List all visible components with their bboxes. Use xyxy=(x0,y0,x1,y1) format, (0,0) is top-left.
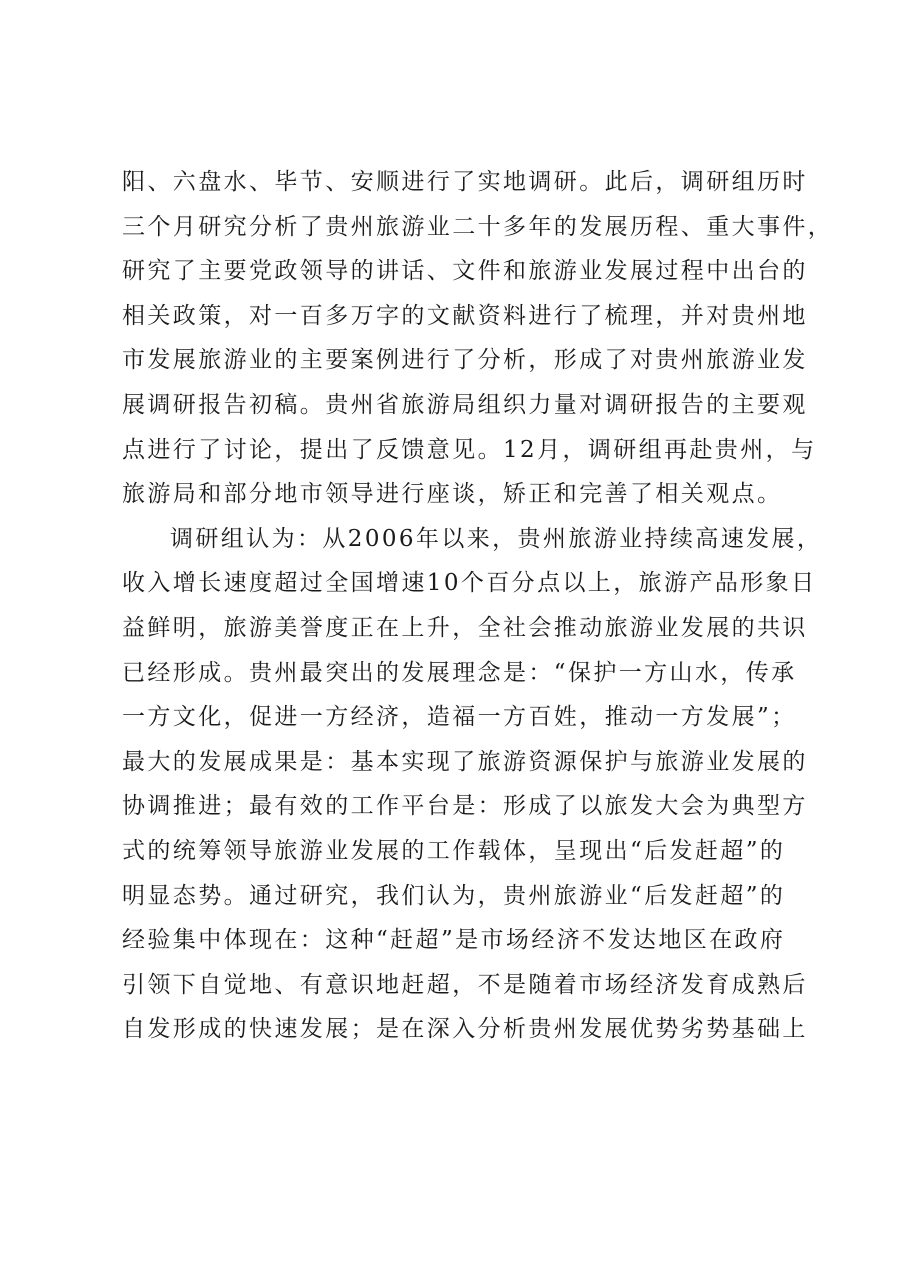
text-line: 研究了主要党政领导的讲话、文件和旅游业发展过程中出台的 xyxy=(122,258,808,285)
text-line: 明显态势。通过研究，我们认为，贵州旅游业“后发赶超”的 xyxy=(122,882,786,909)
text-line: 已经形成。贵州最突出的发展理念是：“保护一方山水，传承 xyxy=(122,659,797,686)
text-line: 式的统筹领导旅游业发展的工作载体，呈现出“后发赶超”的 xyxy=(122,837,786,864)
text-line: 协调推进；最有效的工作平台是：形成了以旅发大会为典型方 xyxy=(122,793,808,820)
text-line: 最大的发展成果是：基本实现了旅游资源保护与旅游业发展的 xyxy=(122,748,808,775)
text-line: 经验集中体现在：这种“赶超”是市场经济不发达地区在政府 xyxy=(122,927,786,954)
body-text xyxy=(122,160,834,1052)
text-line: 市发展旅游业的主要案例进行了分析，形成了对贵州旅游业发 xyxy=(122,347,808,374)
text-line: 展调研报告初稿。贵州省旅游局组织力量对调研报告的主要观 xyxy=(122,391,808,418)
text-line: 自发形成的快速发展；是在深入分析贵州发展优势劣势基础上 xyxy=(122,1016,808,1043)
text-line: 点进行了讨论，提出了反馈意见。12月，调研组再赴贵州，与 xyxy=(122,436,817,463)
paragraph-first-line: 调研组认为：从2006年以来，贵州旅游业持续高速发展， xyxy=(170,525,823,552)
text-line: 相关政策，对一百多万字的文献资料进行了梳理，并对贵州地 xyxy=(122,302,808,329)
text-line: 一方文化，促进一方经济，造福一方百姓，推动一方发展”； xyxy=(122,704,797,731)
text-line: 三个月研究分析了贵州旅游业二十多年的发展历程、重大事件， xyxy=(122,213,834,240)
text-line: 旅游局和部分地市领导进行座谈，矫正和完善了相关观点。 xyxy=(122,481,783,508)
text-line: 阳、六盘水、毕节、安顺进行了实地调研。此后，调研组历时 xyxy=(122,169,808,195)
text-line: 收入增长速度超过全国增速10个百分点以上，旅游产品形象日 xyxy=(122,570,817,597)
text-line: 益鲜明，旅游美誉度正在上升，全社会推动旅游业发展的共识 xyxy=(122,614,808,641)
text-line: 引领下自觉地、有意识地赶超，不是随着市场经济发育成熟后 xyxy=(122,971,808,998)
